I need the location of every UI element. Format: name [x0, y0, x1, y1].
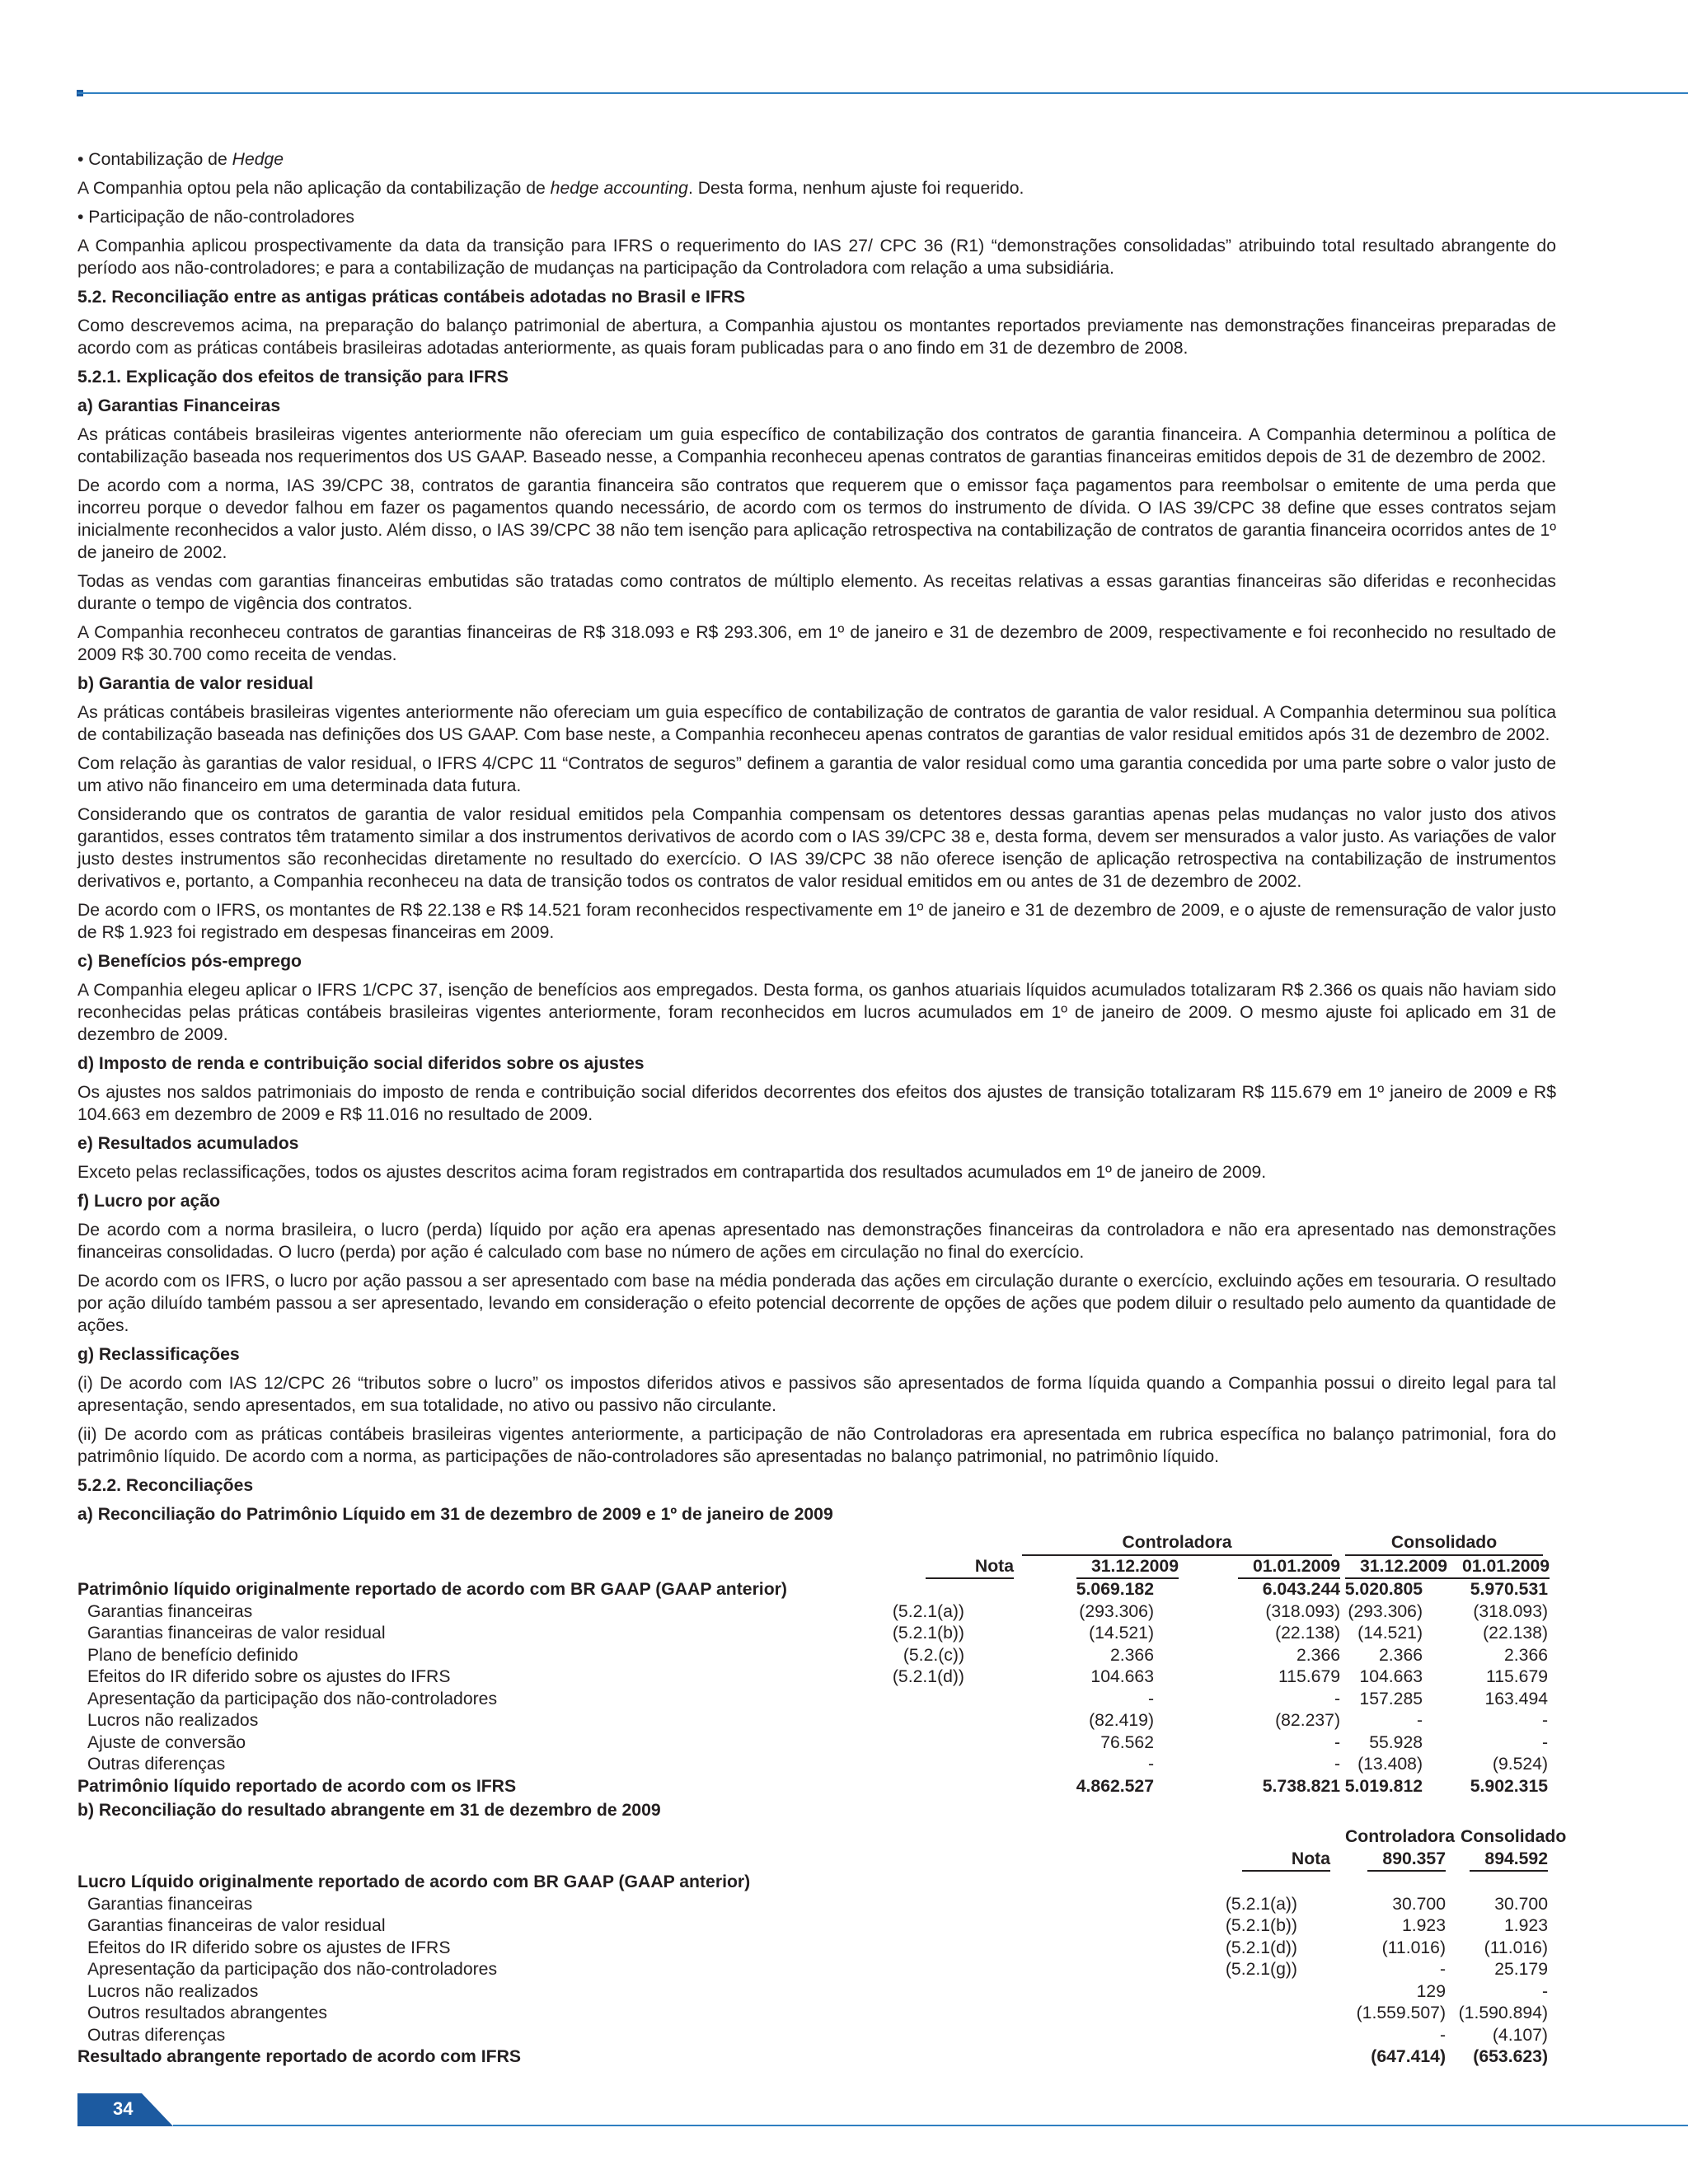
row-value: 2.366 — [1109, 1645, 1154, 1665]
row-value: - — [1147, 1755, 1154, 1774]
table-row — [77, 1623, 1548, 1645]
row-value: (293.306) — [1348, 1601, 1423, 1621]
row-value: 5.970.531 — [1470, 1580, 1549, 1599]
row-label: Garantias financeiras de valor residual — [87, 1916, 386, 1935]
blank-cell — [77, 1849, 1067, 1872]
row-label: Garantias financeiras — [87, 1894, 253, 1914]
entity-column-header — [1330, 1826, 1456, 1849]
row-label: Garantias financeiras de valor residual — [87, 1624, 386, 1643]
row-note: (5.2.1(d)) — [1225, 1938, 1297, 1957]
row-note — [836, 1754, 1014, 1776]
paragraph: Considerando que os contratos de garantia de valor residual emitidos pela Companhia compensam os detentores dessas garantias apenas pelas mudanças no valor justo dos ativos garantidos, esses contratos têm tratamento similar a dos instrumentos derivativos de acordo com o IAS 39/CPC 38 e, desta forma, devem ser mensurados a valor justo. As variações de valor justo destes instrumentos são reconhecidas diretamente no resultado do exercício. O IAS 39/CPC 38 não oferece isenção de aplicação retrospectiva na contabilização de instrumentos derivativos e, portanto, a Companhia reconheceu na data de transição todos os contratos de valor residual emitidos em ou antes de 31 de dezembro de 2002. — [77, 805, 1556, 891]
row-value: 2.366 — [1296, 1645, 1341, 1665]
row-note: (5.2.1(b)) — [892, 1624, 964, 1643]
section-heading: c) Benefícios pós-emprego — [77, 952, 302, 971]
text-run: • Contabilização de — [77, 150, 232, 169]
paragraph: De acordo com o IFRS, os montantes de R$ 22.138 e R$ 14.521 foram reconhecidos respectivamente em 1º de janeiro e 31 de dezembro de 2009, e o ajuste de remensuração de valor justo de R$ 1.923 foi registrado em despesas financeiras em 2009. — [77, 901, 1556, 942]
paragraph: De acordo com a norma brasileira, o lucro (perda) líquido por ação era apenas apresentado nas demonstrações financeiras da controladora e não era apresentado nas demonstrações financeiras consolidadas. O lucro (perda) por ação é calculado com base no número de ações em circulação no final do exercício. — [77, 1221, 1556, 1262]
row-note: (5.2.1(g)) — [1225, 1960, 1297, 1979]
blank-cell — [77, 1826, 1067, 1849]
emphasis-text: hedge accounting — [550, 179, 688, 198]
total-row — [77, 1872, 1548, 1894]
row-note — [836, 1710, 1014, 1732]
row-value: 30.700 — [1494, 1894, 1548, 1914]
row-value: (14.521) — [1089, 1624, 1154, 1643]
row-value: (13.408) — [1357, 1755, 1423, 1774]
table-row — [77, 1915, 1548, 1938]
column-header-row — [77, 1556, 1548, 1580]
row-label: Resultado abrangente reportado de acordo com IFRS — [77, 2047, 522, 2066]
row-value: (318.093) — [1265, 1601, 1341, 1621]
row-label: Garantias financeiras — [87, 1601, 253, 1621]
table-row — [77, 1754, 1548, 1776]
comprehensive-income-table — [77, 1826, 1567, 2069]
section-heading: 5.2. Reconciliação entre as antigas práticas contábeis adotadas no Brasil e IFRS — [77, 288, 746, 307]
row-value: 2.366 — [1378, 1645, 1423, 1665]
paragraph: Exceto pelas reclassificações, todos os ajustes descritos acima foram registrados em contrapartida dos resultados acumulados em 1º de janeiro de 2009. — [77, 1163, 1267, 1182]
row-value: 25.179 — [1494, 1960, 1548, 1979]
row-value: (1.559.507) — [1356, 2004, 1446, 2022]
bullet-item: • Participação de não-controladores — [77, 208, 355, 227]
date-column-header — [1340, 1556, 1447, 1580]
row-value: 55.928 — [1369, 1732, 1423, 1752]
column-header-row — [77, 1826, 1548, 1849]
header-label: 01.01.2009 — [1447, 1556, 1550, 1580]
row-label: Apresentação da participação dos não-controladores — [87, 1960, 498, 1979]
header-label: Nota — [926, 1556, 1014, 1580]
header-label: 01.01.2009 — [1238, 1556, 1340, 1580]
section-heading: b) Garantia de valor residual — [77, 674, 314, 693]
entity-column-header — [1446, 1826, 1567, 1849]
table-row — [77, 1894, 1548, 1916]
header-label: 31.12.2009 — [1076, 1556, 1179, 1580]
row-value: - — [1334, 1755, 1341, 1774]
row-label: Patrimônio líquido reportado de acordo com os IFRS — [77, 1776, 517, 1796]
table-row — [77, 1689, 1548, 1711]
row-note: (5.2.1(d)) — [892, 1667, 964, 1686]
paragraph: De acordo com a norma, IAS 39/CPC 38, contratos de garantia financeira são contratos que requerem que o emissor faça pagamentos para reembolsar o emitente de uma perda que incorreu porque o devedor falhou em fazer os pagamentos quando necessário, de acordo com os termos do instrumento de dívida. O IAS 39/CPC 38 define que esses contratos sejam inicialmente reconhecidos a valor justo. Além disso, o IAS 39/CPC 38 não tem isenção para aplicação retrospectiva na contabilização de contratos de garantia financeira ocorridos antes de 1º de janeiro de 2002. — [77, 476, 1556, 562]
row-label: Outras diferenças — [87, 1755, 226, 1774]
row-value: (82.419) — [1089, 1711, 1154, 1730]
text-run: . Desta forma, nenhum ajuste foi requerido. — [687, 179, 1025, 198]
row-value: 5.019.812 — [1344, 1776, 1423, 1796]
header-value-label: 894.592 — [1470, 1849, 1548, 1872]
table-row — [77, 1981, 1548, 2004]
header-label: Consolidado — [1461, 1827, 1567, 1846]
row-note — [1067, 1981, 1330, 2004]
section-heading: a) Reconciliação do Patrimônio Líquido em 31 de dezembro de 2009 e 1º de janeiro de 2009 — [77, 1505, 833, 1524]
header-rule — [77, 92, 1688, 94]
total-row — [77, 1776, 1548, 1798]
comprehensive-reconciliation-title: b) Reconciliação do resultado abrangente em 31 de dezembro de 2009 — [77, 1801, 661, 1820]
row-value: 76.562 — [1100, 1732, 1154, 1752]
blank-cell — [1067, 1826, 1330, 1849]
date-column-header — [1447, 1556, 1548, 1580]
row-value: 104.663 — [1090, 1667, 1154, 1686]
header-value-label: 890.357 — [1367, 1849, 1446, 1872]
row-value: (22.138) — [1275, 1624, 1341, 1643]
table-row — [77, 1732, 1548, 1755]
row-value: (1.590.894) — [1458, 2004, 1548, 2022]
paragraph: A Companhia aplicou prospectivamente da data da transição para IFRS o requerimento do IAS 27/ CPC 36 (R1) “demonstrações consolidadas” atribuindo total resultado abrangente do período aos não-controladores; e para a contabilização de mudanças na participação da Controladora com relação a uma subsidiária. — [77, 237, 1556, 278]
row-value: 115.679 — [1486, 1667, 1549, 1686]
section-heading: d) Imposto de renda e contribuição social diferidos sobre os ajustes — [77, 1054, 645, 1073]
header-label: Nota — [1242, 1849, 1330, 1872]
row-value: 115.679 — [1278, 1667, 1341, 1686]
equity-reconciliation-table — [77, 1532, 1548, 1797]
total-row — [77, 1579, 1548, 1601]
blank-cell — [77, 1556, 836, 1580]
row-value: - — [1334, 1689, 1341, 1708]
section-heading: 5.2.2. Reconciliações — [77, 1476, 254, 1495]
paragraph: Os ajustes nos saldos patrimoniais do imposto de renda e contribuição social diferidos decorrentes dos efeitos dos ajustes de transição totalizaram R$ 115.679 em 1º janeiro de 2009 e R$ 104.663 em dezembro de 2009 e R$ 11.016 no resultado de 2009. — [77, 1083, 1556, 1124]
blank-cell — [77, 1532, 836, 1556]
table-row — [77, 1938, 1548, 1960]
row-value: (14.521) — [1357, 1624, 1423, 1643]
row-value: (318.093) — [1473, 1601, 1549, 1621]
paragraph: A Companhia reconheceu contratos de garantias financeiras de R$ 318.093 e R$ 293.306, em 1º de janeiro e 31 de dezembro de 2009, respectivamente e foi reconhecido no resultado de 2009 R$ 30.700 como receita de vendas. — [77, 623, 1556, 664]
row-value: (293.306) — [1079, 1601, 1154, 1621]
row-value: - — [1541, 1711, 1549, 1730]
row-value: - — [1541, 1732, 1549, 1752]
blank-cell — [836, 1532, 1014, 1556]
row-note — [836, 1776, 1014, 1798]
row-note: (5.2.(c)) — [903, 1645, 964, 1665]
row-value: (9.524) — [1492, 1755, 1549, 1774]
paragraph: As práticas contábeis brasileiras vigentes anteriormente não ofereciam um guia específico de contabilização dos contratos de garantia financeira. A Companhia determinou a política de contabilização baseada nos requerimentos dos US GAAP. Baseado nesse, a Companhia reconheceu apenas contratos de garantias financeiras emitidos depois de 31 de dezembro de 2002. — [77, 425, 1556, 466]
row-value: - — [1334, 1732, 1341, 1752]
table-row — [77, 1959, 1548, 1981]
nota-header — [836, 1556, 1014, 1580]
paragraph: (i) De acordo com IAS 12/CPC 26 “tributos sobre o lucro” os impostos diferidos ativos e passivos são apresentados de forma líquida quando a Companhia possui o direito legal para tal apresentação, sendo apresentados, em sua totalidade, no ativo ou passivo não circulante. — [77, 1374, 1556, 1415]
footer-rule — [173, 2125, 1688, 2126]
row-label: Ajuste de conversão — [87, 1732, 246, 1752]
row-value: 30.700 — [1392, 1894, 1446, 1914]
row-value: 1.923 — [1401, 1916, 1446, 1935]
table-row — [77, 1666, 1548, 1689]
section-heading: a) Garantias Financeiras — [77, 396, 281, 415]
row-note — [1067, 2003, 1330, 2025]
table-row — [77, 1710, 1548, 1732]
row-value: 6.043.244 — [1262, 1580, 1341, 1599]
paragraph: A Companhia elegeu aplicar o IFRS 1/CPC 37, isenção de benefícios aos empregados. Desta forma, os ganhos atuariais líquidos acumulados totalizaram R$ 2.366 os quais não haviam sido reconhecidas pelas práticas contábeis brasileiras vigentes anteriormente, foram reconhecidos em lucros acumulados em 1º de janeiro de 2009. O mesmo ajuste foi aplicado em 31 de dezembro de 2009. — [77, 981, 1556, 1044]
row-value: - — [1147, 1689, 1154, 1708]
row-value: (22.138) — [1483, 1624, 1549, 1643]
row-note — [836, 1579, 1014, 1601]
row-value: (11.016) — [1484, 1938, 1548, 1957]
header-value — [1446, 1849, 1548, 1872]
table-row — [77, 1645, 1548, 1667]
row-label: Apresentação da participação dos não-controladores — [87, 1689, 498, 1708]
row-note — [836, 1689, 1014, 1711]
paragraph — [77, 177, 1556, 199]
row-note — [1067, 2025, 1330, 2047]
group-header-controladora — [1014, 1532, 1340, 1556]
paragraph: (ii) De acordo com as práticas contábeis brasileiras vigentes anteriormente, a participação de não Controladoras era apresentada em rubrica específica no balanço patrimonial, fora do patrimônio líquido. De acordo com a norma, as participações de não-controladores são apresentadas no balanço patrimonial, no patrimônio líquido. — [77, 1425, 1556, 1466]
table-row — [77, 2003, 1548, 2025]
row-value: (4.107) — [1492, 2025, 1548, 2045]
row-label: Outras diferenças — [87, 2025, 226, 2045]
header-value — [1330, 1849, 1446, 1872]
row-value: 5.738.821 — [1262, 1776, 1341, 1796]
row-value: 1.923 — [1503, 1916, 1548, 1935]
table-row — [77, 2025, 1548, 2047]
row-value: 129 — [1416, 1981, 1446, 2001]
row-value: - — [1439, 2025, 1446, 2045]
row-value: 5.020.805 — [1344, 1580, 1423, 1599]
blank-cell — [1067, 2046, 1330, 2069]
document-body — [77, 148, 1567, 2069]
row-value: 104.663 — [1359, 1667, 1423, 1686]
row-label: Efeitos do IR diferido sobre os ajustes de IFRS — [87, 1938, 451, 1957]
row-value: 5.902.315 — [1470, 1776, 1549, 1796]
paragraph: De acordo com os IFRS, o lucro por ação passou a ser apresentado com base na média ponderada das ações em circulação durante o exercício, excluindo ações em tesouraria. O resultado por ação diluído também passou a ser apresentado, levando em consideração o efeito potencial decorrente de opções de ações que podem diluir o resultado pelo aumento da quantidade de ações. — [77, 1272, 1556, 1335]
group-label: Consolidado — [1345, 1532, 1542, 1556]
row-value: (647.414) — [1371, 2047, 1446, 2066]
text-flow — [77, 148, 1556, 1526]
paragraph: Todas as vendas com garantias financeiras embutidas são tratadas como contratos de múltiplo elemento. As receitas relativas a essas garantias financeiras são diferidas e reconhecidas durante o tempo de vigência dos contratos. — [77, 572, 1556, 613]
table-row — [77, 1601, 1548, 1624]
row-label: Plano de benefício definido — [87, 1645, 298, 1665]
section-heading: g) Reclassificações — [77, 1345, 240, 1364]
section-heading: 5.2.1. Explicação dos efeitos de transição para IFRS — [77, 368, 509, 387]
row-note: (5.2.1(b)) — [1225, 1916, 1297, 1935]
bullet-item — [77, 148, 1556, 171]
header-values-row — [77, 1849, 1548, 1872]
row-note: (5.2.1(a)) — [1225, 1894, 1297, 1914]
row-label: Outros resultados abrangentes — [87, 2004, 327, 2022]
section-heading: e) Resultados acumulados — [77, 1134, 299, 1153]
row-value: - — [1439, 1960, 1446, 1979]
header-label: Controladora — [1345, 1827, 1456, 1846]
row-note — [836, 1732, 1014, 1755]
row-value: (11.016) — [1381, 1938, 1446, 1957]
row-value: 5.069.182 — [1076, 1580, 1154, 1599]
row-label: Lucros não realizados — [87, 1711, 259, 1730]
row-value: 157.285 — [1359, 1689, 1423, 1708]
row-value: - — [1416, 1711, 1423, 1730]
group-label: Controladora — [1022, 1532, 1332, 1556]
date-column-header — [1179, 1556, 1340, 1580]
group-header-row — [77, 1532, 1548, 1556]
row-label: Patrimônio líquido originalmente reportado de acordo com BR GAAP (GAAP anterior) — [77, 1580, 787, 1599]
emphasis-text: Hedge — [232, 150, 284, 169]
paragraph: Como descrevemos acima, na preparação do balanço patrimonial de abertura, a Companhia ajustou os montantes reportados previamente nas demonstrações financeiras preparadas de acordo com as práticas contábeis brasileiras adotadas anteriormente, as quais foram publicadas para o ano findo em 31 de dezembro de 2008. — [77, 316, 1556, 358]
row-value: (653.623) — [1473, 2047, 1548, 2066]
nota-header — [1067, 1849, 1330, 1872]
row-note: (5.2.1(a)) — [892, 1601, 964, 1621]
row-label: Lucros não realizados — [87, 1981, 259, 2001]
row-label: Efeitos do IR diferido sobre os ajustes do IFRS — [87, 1667, 451, 1686]
paragraph: Com relação às garantias de valor residual, o IFRS 4/CPC 11 “Contratos de seguros” definem a garantia de valor residual como uma garantia concedida por uma parte sobre o valor justo de um ativo não financeiro em uma determinada data futura. — [77, 754, 1556, 795]
row-label: Lucro Líquido originalmente reportado de acordo com BR GAAP (GAAP anterior) — [77, 1872, 751, 1891]
page-number-tab — [77, 2093, 176, 2126]
date-column-header — [1014, 1556, 1179, 1580]
row-value: (82.237) — [1275, 1711, 1341, 1730]
paragraph: As práticas contábeis brasileiras vigentes anteriormente não ofereciam um guia específico de contabilização de contratos de garantia de valor residual. A Companhia determinou sua política de contabilização baseada nas definições dos US GAAP. Com base neste, a Companhia reconheceu apenas contratos de garantias de valor residual emitidos após 31 de dezembro de 2002. — [77, 703, 1556, 744]
header-label: 31.12.2009 — [1345, 1556, 1447, 1580]
row-value: - — [1541, 1981, 1548, 2001]
row-value: 2.366 — [1504, 1645, 1549, 1665]
section-heading: f) Lucro por ação — [77, 1192, 221, 1211]
group-header-consolidado — [1340, 1532, 1548, 1556]
page-number: 34 — [113, 2098, 134, 2119]
row-value: 163.494 — [1484, 1689, 1549, 1708]
text-run: A Companhia optou pela não aplicação da contabilização de — [77, 179, 551, 198]
total-row — [77, 2046, 1548, 2069]
row-value: 4.862.527 — [1076, 1776, 1154, 1796]
